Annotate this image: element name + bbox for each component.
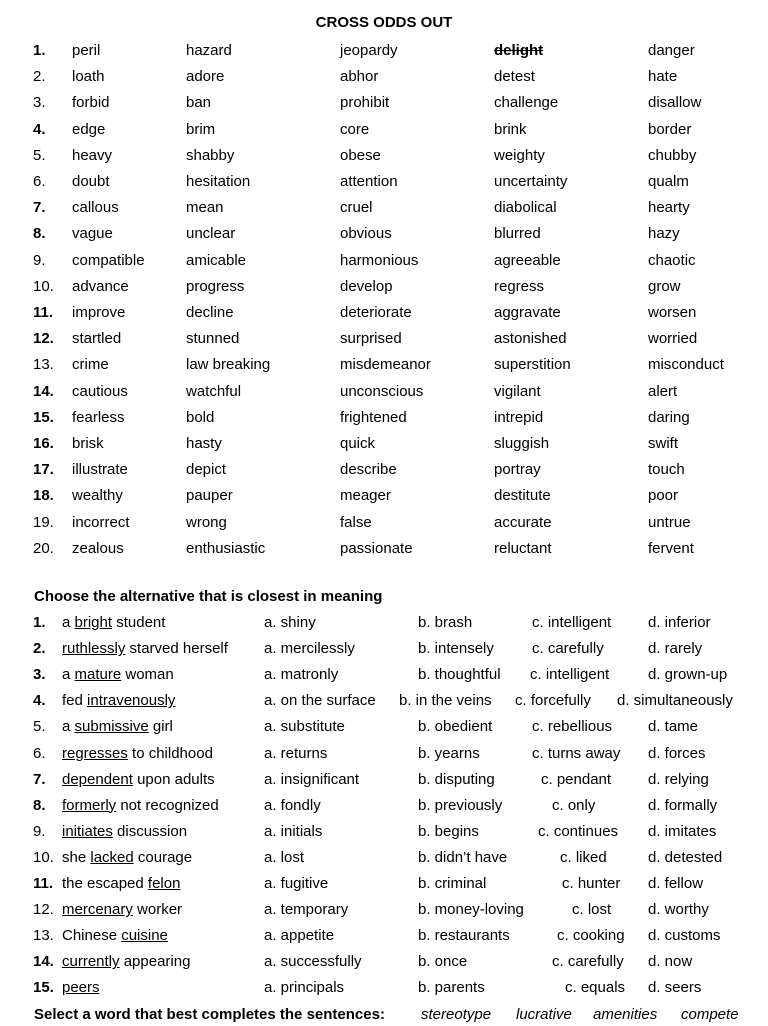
word-option: diabolical [494, 199, 557, 217]
key-word: currently [62, 953, 120, 971]
word-option: unconscious [340, 382, 424, 400]
word-option: misconduct [648, 356, 724, 374]
question-phrase [62, 977, 100, 999]
word-option: misdemeanor [340, 356, 431, 374]
word-option: wrong [186, 513, 227, 531]
odds-row [0, 145, 768, 167]
word-option: unclear [186, 225, 236, 243]
option-d: d. seers [648, 979, 702, 997]
word-option: develop [340, 277, 393, 295]
option-c: c. carefully [552, 953, 624, 971]
row-number: 14. [33, 382, 54, 400]
option-d: d. forces [648, 744, 706, 762]
odds-row [0, 40, 768, 62]
row-number: 1. [33, 42, 46, 59]
option-a: a. mercilessly [264, 640, 355, 658]
row-number: 4. [33, 120, 46, 138]
word-option: brisk [72, 435, 104, 452]
word-option: fervent [648, 539, 694, 557]
word-option: adore [186, 68, 225, 86]
option-a: a. fondly [264, 796, 321, 814]
word-option: meager [340, 487, 391, 505]
word-option: fearless [72, 408, 125, 426]
question-number: 1. [33, 614, 46, 631]
word-option: qualm [648, 173, 689, 190]
word-option: uncertainty [494, 173, 568, 190]
option-a: a. temporary [264, 901, 349, 919]
word-option: surprised [340, 330, 402, 348]
row-number: 17. [33, 461, 54, 479]
word-option: vigilant [494, 382, 541, 400]
row-number: 18. [33, 487, 54, 505]
word-option: portray [494, 461, 541, 479]
word-option: mean [186, 199, 224, 217]
option-a: a. initials [264, 822, 323, 840]
question-phrase [62, 925, 168, 947]
word-option: prohibit [340, 94, 390, 112]
option-b: b. once [418, 953, 468, 971]
question-phrase [62, 795, 219, 817]
question-phrase [62, 899, 182, 921]
word-option: loath [72, 68, 105, 86]
key-word: formerly [62, 796, 117, 814]
option-b: b. begins [418, 822, 479, 840]
option-a: a. returns [264, 744, 328, 762]
question-phrase [62, 690, 175, 712]
option-a: a. appetite [264, 927, 335, 945]
word-option: swift [648, 435, 678, 452]
word-option: advance [72, 277, 129, 295]
word-option: startled [72, 330, 122, 348]
question-phrase [62, 873, 180, 895]
word-option: challenge [494, 94, 559, 112]
question-number: 12. [33, 901, 54, 919]
word-option: worsen [648, 304, 697, 321]
word-option: hazard [186, 42, 232, 59]
phrase-suffix: discussion [112, 822, 188, 840]
option-b: b. brash [418, 614, 473, 631]
word-option: harmonious [340, 251, 419, 269]
option-a: a. successfully [264, 953, 362, 971]
option-c: c. pendant [541, 770, 612, 788]
key-word: submissive [74, 718, 149, 736]
option-c: c. rebellious [532, 718, 613, 736]
word-option: bold [186, 408, 215, 426]
word-option: obvious [340, 225, 392, 243]
option-b: b. didn’t have [418, 848, 508, 866]
option-c: c. continues [538, 822, 619, 840]
question-phrase [62, 769, 215, 791]
option-c: c. intelligent [532, 614, 612, 631]
word-option: superstition [494, 356, 571, 374]
option-a: a. matronly [264, 666, 339, 684]
option-d: d. simultaneously [617, 692, 733, 710]
footer-label: Select a word that best completes the sentences: [34, 1006, 385, 1023]
word-option: alert [648, 382, 678, 400]
option-a: a. shiny [264, 614, 316, 631]
option-b: b. intensely [418, 640, 494, 658]
question-number: 9. [33, 822, 46, 840]
word-option: improve [72, 304, 126, 321]
mcq-row [0, 795, 768, 817]
odds-row [0, 485, 768, 507]
question-number: 4. [33, 692, 46, 710]
row-number: 3. [33, 94, 46, 112]
option-a: a. principals [264, 979, 345, 997]
word-option: chaotic [648, 251, 696, 269]
option-a: a. insignificant [264, 770, 360, 788]
mcq-row [0, 899, 768, 921]
word-option: false [340, 513, 372, 531]
word-option: describe [340, 461, 397, 479]
word-option: destitute [494, 487, 551, 505]
option-c: c. hunter [562, 875, 621, 892]
question-number: 13. [33, 927, 54, 945]
question-number: 14. [33, 953, 54, 971]
option-b: b. restaurants [418, 927, 510, 945]
odds-row [0, 407, 768, 429]
word-option: danger [648, 42, 695, 59]
odds-row [0, 538, 768, 560]
word-option: blurred [494, 225, 541, 243]
row-number: 11. [33, 304, 54, 321]
option-c: c. cooking [557, 927, 625, 945]
crossed-word: delight [494, 42, 544, 59]
row-number: 5. [33, 146, 46, 164]
question-number: 11. [33, 875, 54, 892]
word-option: forbid [72, 94, 110, 112]
row-number: 10. [33, 277, 54, 295]
key-word: intravenously [87, 692, 176, 710]
option-b: b. yearns [418, 744, 480, 762]
mcq-row [0, 977, 768, 999]
word-option: hearty [648, 199, 690, 217]
phrase-suffix: courage [133, 848, 193, 866]
word-option: deteriorate [340, 304, 412, 321]
option-b: b. thoughtful [418, 666, 501, 684]
option-d: d. tame [648, 718, 699, 736]
phrase-suffix: upon adults [132, 770, 215, 788]
question-number: 5. [33, 718, 46, 736]
word-option: brim [186, 120, 216, 138]
option-b: b. previously [418, 796, 503, 814]
option-d: d. imitates [648, 822, 717, 840]
word-option: callous [72, 199, 119, 217]
phrase-suffix: starved herself [125, 640, 228, 658]
word-option: hate [648, 68, 678, 86]
word-option: frightened [340, 408, 407, 426]
row-number: 12. [33, 330, 54, 348]
option-d: d. fellow [648, 875, 704, 892]
phrase-prefix: a [62, 718, 75, 736]
option-a: a. on the surface [264, 692, 376, 710]
key-word: dependent [62, 770, 133, 788]
word-option: brink [494, 120, 527, 138]
row-number: 7. [33, 199, 46, 217]
odds-row [0, 459, 768, 481]
word-option: reluctant [494, 539, 552, 557]
phrase-suffix: appearing [119, 953, 191, 971]
word-option: stunned [186, 330, 240, 348]
option-b: b. parents [418, 979, 485, 997]
mcq-heading: Choose the alternative that is closest in meaning [34, 588, 383, 605]
word-option: progress [186, 277, 245, 295]
option-d: d. formally [648, 796, 718, 814]
row-number: 16. [33, 435, 54, 452]
word-option: cruel [340, 199, 373, 217]
key-word: peers [62, 979, 100, 997]
word-option: regress [494, 277, 545, 295]
word-option: attention [340, 173, 398, 190]
word-option: hesitation [186, 173, 251, 190]
row-number: 2. [33, 68, 46, 86]
mcq-row [0, 873, 768, 895]
word-option: untrue [648, 513, 691, 531]
word-option: daring [648, 408, 690, 426]
odds-row [0, 354, 768, 376]
option-c: c. liked [560, 848, 607, 866]
option-b: b. money-loving [418, 901, 524, 919]
word-option: decline [186, 304, 234, 321]
question-phrase [62, 638, 228, 660]
phrase-prefix: a [62, 614, 75, 631]
word-option: crime [72, 356, 109, 374]
odds-row [0, 276, 768, 298]
mcq-row [0, 612, 768, 634]
option-a: a. fugitive [264, 875, 329, 892]
row-number: 20. [33, 539, 54, 557]
option-d: d. inferior [648, 614, 711, 631]
word-option: border [648, 120, 692, 138]
option-b: b. criminal [418, 875, 487, 892]
key-word: lacked [90, 848, 134, 866]
word-option: shabby [186, 146, 235, 164]
word-option: watchful [186, 382, 242, 400]
word-option: sluggish [494, 435, 550, 452]
phrase-prefix: Chinese [62, 927, 122, 945]
mcq-row [0, 951, 768, 973]
mcq-row [0, 769, 768, 791]
option-d: d. worthy [648, 901, 709, 919]
odds-row [0, 512, 768, 534]
word-bank-item: compete [681, 1006, 739, 1023]
question-phrase [62, 743, 213, 765]
option-b: b. obedient [418, 718, 493, 736]
odds-row [0, 381, 768, 403]
key-word: initiates [62, 822, 113, 840]
word-option: passionate [340, 539, 413, 557]
word-option: astonished [494, 330, 567, 348]
phrase-prefix: a [62, 666, 75, 684]
mcq-row [0, 743, 768, 765]
key-word: cuisine [121, 927, 168, 945]
phrase-suffix: student [112, 614, 166, 631]
row-number: 19. [33, 513, 54, 531]
option-d: d. customs [648, 927, 721, 945]
word-bank-item: amenities [593, 1006, 658, 1023]
odds-row [0, 92, 768, 114]
word-option: peril [72, 42, 101, 59]
word-option: chubby [648, 146, 697, 164]
phrase-suffix: woman [121, 666, 174, 684]
row-number: 15. [33, 408, 54, 426]
odds-row [0, 197, 768, 219]
word-bank-item: stereotype [421, 1006, 492, 1023]
question-phrase [62, 951, 190, 973]
word-option: intrepid [494, 408, 544, 426]
mcq-row [0, 821, 768, 843]
word-option: doubt [72, 173, 110, 190]
word-option: depict [186, 461, 227, 479]
option-c: c. equals [565, 979, 626, 997]
word-option: jeopardy [340, 42, 398, 59]
word-option: touch [648, 461, 685, 479]
word-option: aggravate [494, 304, 561, 321]
mcq-row [0, 638, 768, 660]
word-option: compatible [72, 251, 145, 269]
key-word: ruthlessly [62, 640, 126, 658]
word-option: poor [648, 487, 679, 505]
word-option: wealthy [72, 487, 123, 505]
question-phrase [62, 821, 187, 843]
word-option: agreeable [494, 251, 561, 269]
word-option: law breaking [186, 356, 271, 374]
option-c: c. carefully [532, 640, 604, 658]
odds-row [0, 66, 768, 88]
phrase-suffix: not recognized [116, 796, 219, 814]
odds-row [0, 433, 768, 455]
odds-row [0, 250, 768, 272]
option-d: d. grown-up [648, 666, 728, 684]
key-word: bright [74, 614, 113, 631]
word-option: hazy [648, 225, 680, 243]
option-d: d. now [648, 953, 693, 971]
word-option: detest [494, 68, 535, 86]
word-option: obese [340, 146, 381, 164]
odds-row [0, 119, 768, 141]
option-a: a. substitute [264, 718, 345, 736]
phrase-prefix: the escaped [62, 875, 148, 892]
option-c: c. turns away [532, 744, 621, 762]
odds-row [0, 171, 768, 193]
question-phrase [62, 612, 165, 634]
phrase-prefix: she [62, 848, 91, 866]
word-option: weighty [494, 146, 545, 164]
option-c: c. intelligent [530, 666, 610, 684]
word-option: core [340, 120, 370, 138]
phrase-suffix: to childhood [127, 744, 213, 762]
phrase-prefix: fed [62, 692, 88, 710]
row-number: 13. [33, 356, 54, 374]
word-option: illustrate [72, 461, 128, 479]
option-c: c. only [552, 796, 596, 814]
key-word: mercenary [62, 901, 133, 919]
word-option: cautious [72, 382, 128, 400]
footer-instruction [34, 1004, 739, 1026]
odds-row [0, 223, 768, 245]
key-word: regresses [62, 744, 128, 762]
word-option: quick [340, 435, 376, 452]
option-d: d. detested [648, 848, 723, 866]
key-word: mature [74, 666, 122, 684]
word-option: ban [186, 94, 212, 112]
question-number: 8. [33, 796, 46, 814]
odds-row [0, 328, 768, 350]
word-option: zealous [72, 539, 124, 557]
word-option: grow [648, 277, 681, 295]
word-option: incorrect [72, 513, 130, 531]
word-option: amicable [186, 251, 247, 269]
row-number: 6. [33, 173, 46, 190]
option-b: b. in the veins [399, 692, 492, 710]
question-phrase [62, 716, 173, 738]
word-option: abhor [340, 68, 379, 86]
option-c: c. forcefully [515, 692, 591, 710]
page-title: CROSS ODDS OUT [315, 14, 453, 31]
row-number: 9. [33, 251, 46, 269]
question-number: 2. [33, 640, 46, 658]
word-option: accurate [494, 513, 552, 531]
word-bank-item: lucrative [516, 1006, 572, 1023]
odds-row [0, 302, 768, 324]
mcq-row [0, 847, 768, 869]
option-d: d. rarely [648, 640, 703, 658]
phrase-suffix: girl [148, 718, 173, 736]
row-number: 8. [33, 225, 46, 243]
word-option: heavy [72, 146, 113, 164]
question-number: 3. [33, 666, 46, 684]
option-a: a. lost [264, 848, 305, 866]
word-option: disallow [648, 94, 702, 112]
mcq-row [0, 690, 768, 712]
question-number: 6. [33, 744, 46, 762]
word-option: worried [648, 330, 698, 348]
option-c: c. lost [572, 901, 612, 919]
mcq-row [0, 664, 768, 686]
option-b: b. disputing [418, 770, 495, 788]
question-number: 15. [33, 979, 54, 997]
question-number: 10. [33, 848, 54, 866]
word-option: enthusiastic [186, 539, 266, 557]
option-d: d. relying [648, 770, 709, 788]
phrase-suffix: worker [132, 901, 183, 919]
word-option: edge [72, 120, 106, 138]
mcq-row [0, 925, 768, 947]
mcq-row [0, 716, 768, 738]
key-word: felon [147, 875, 181, 892]
word-option: hasty [186, 435, 222, 452]
question-phrase [62, 664, 174, 686]
question-phrase [62, 847, 192, 869]
question-number: 7. [33, 770, 46, 788]
word-option: vague [72, 225, 113, 243]
word-option: pauper [186, 487, 233, 505]
